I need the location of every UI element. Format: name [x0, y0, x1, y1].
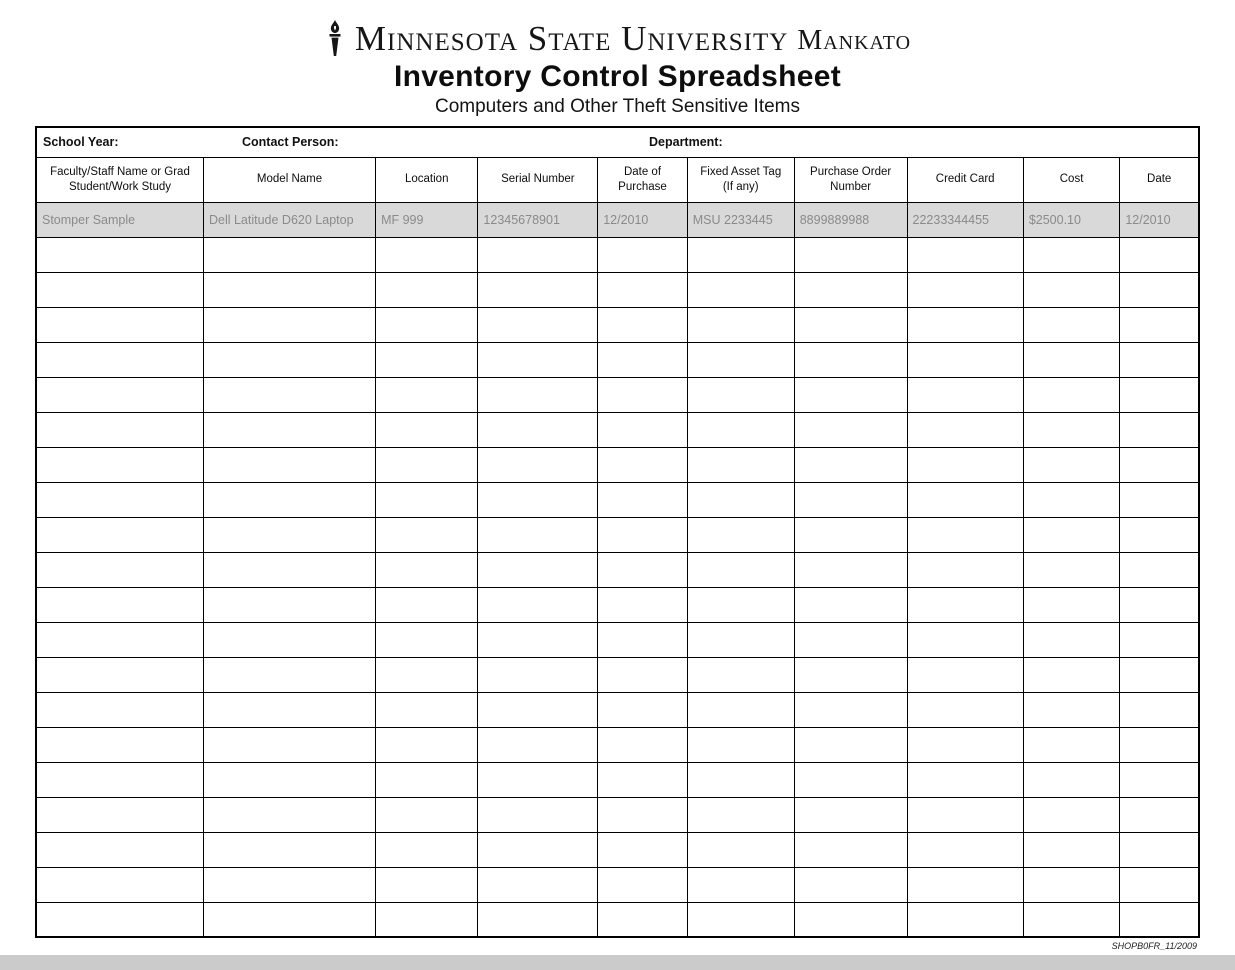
empty-cell [36, 762, 203, 797]
empty-cell [203, 622, 375, 657]
empty-cell [1120, 307, 1199, 342]
empty-cell [907, 307, 1023, 342]
empty-cell [598, 482, 688, 517]
empty-cell [794, 902, 907, 937]
empty-cell [907, 657, 1023, 692]
empty-cell [376, 622, 478, 657]
empty-cell [478, 447, 598, 482]
table-body [36, 202, 1199, 937]
empty-cell [1023, 447, 1120, 482]
empty-cell [1023, 552, 1120, 587]
empty-row [36, 622, 1199, 657]
page-bottom-edge [0, 955, 1235, 970]
empty-row [36, 657, 1199, 692]
empty-cell [794, 412, 907, 447]
empty-cell [36, 622, 203, 657]
empty-cell [376, 587, 478, 622]
empty-row [36, 727, 1199, 762]
empty-cell [478, 552, 598, 587]
torch-icon [324, 20, 346, 56]
empty-cell [687, 272, 794, 307]
empty-cell [203, 447, 375, 482]
empty-cell [1023, 272, 1120, 307]
empty-cell [36, 412, 203, 447]
empty-cell [907, 237, 1023, 272]
empty-cell [376, 797, 478, 832]
empty-cell [376, 517, 478, 552]
empty-cell [1120, 447, 1199, 482]
empty-cell [36, 797, 203, 832]
col-header-credit-card: Credit Card [907, 157, 1023, 202]
empty-cell [794, 307, 907, 342]
page-title: Inventory Control Spreadsheet [393, 60, 842, 93]
empty-cell [907, 342, 1023, 377]
empty-cell [1120, 377, 1199, 412]
empty-cell [478, 867, 598, 902]
empty-cell [36, 692, 203, 727]
empty-cell [36, 272, 203, 307]
empty-cell [794, 552, 907, 587]
empty-cell [907, 482, 1023, 517]
empty-cell [907, 692, 1023, 727]
empty-cell [687, 832, 794, 867]
empty-cell [478, 727, 598, 762]
empty-cell [794, 237, 907, 272]
empty-row [36, 552, 1199, 587]
empty-cell [1023, 307, 1120, 342]
empty-cell [478, 692, 598, 727]
empty-cell [36, 552, 203, 587]
empty-cell [203, 832, 375, 867]
empty-cell [376, 482, 478, 517]
col-header-fixed-asset-tag: Fixed Asset Tag (If any) [687, 157, 794, 202]
empty-cell [598, 307, 688, 342]
empty-cell [36, 832, 203, 867]
empty-cell [1023, 797, 1120, 832]
empty-cell [794, 867, 907, 902]
empty-cell [907, 552, 1023, 587]
empty-row [36, 867, 1199, 902]
empty-cell [907, 517, 1023, 552]
empty-cell [478, 797, 598, 832]
empty-cell [907, 867, 1023, 902]
empty-cell [1023, 482, 1120, 517]
empty-cell [907, 447, 1023, 482]
empty-cell [1023, 342, 1120, 377]
empty-cell [598, 447, 688, 482]
empty-cell [687, 552, 794, 587]
sample-cell-model: Dell Latitude D620 Laptop [203, 202, 375, 237]
empty-cell [203, 482, 375, 517]
page-subtitle: Computers and Other Theft Sensitive Items [434, 96, 801, 117]
empty-cell [1023, 727, 1120, 762]
sample-cell-location: MF 999 [376, 202, 478, 237]
empty-cell [598, 237, 688, 272]
contact-person-label: Contact Person: [242, 135, 339, 150]
empty-cell [376, 832, 478, 867]
empty-cell [687, 902, 794, 937]
empty-cell [1120, 237, 1199, 272]
empty-cell [687, 622, 794, 657]
empty-cell [203, 342, 375, 377]
masthead [0, 0, 1235, 118]
empty-cell [36, 657, 203, 692]
col-header-date: Date [1120, 157, 1199, 202]
empty-cell [687, 482, 794, 517]
empty-cell [687, 517, 794, 552]
empty-cell [687, 587, 794, 622]
empty-row [36, 762, 1199, 797]
empty-row [36, 412, 1199, 447]
empty-cell [36, 867, 203, 902]
empty-cell [203, 692, 375, 727]
empty-cell [1120, 342, 1199, 377]
empty-cell [794, 657, 907, 692]
empty-row [36, 482, 1199, 517]
empty-row [36, 587, 1199, 622]
empty-cell [1023, 412, 1120, 447]
empty-cell [687, 762, 794, 797]
inventory-table [35, 126, 1200, 938]
empty-cell [376, 727, 478, 762]
empty-cell [1023, 237, 1120, 272]
empty-cell [907, 377, 1023, 412]
empty-cell [907, 902, 1023, 937]
empty-cell [478, 377, 598, 412]
empty-cell [1120, 727, 1199, 762]
empty-cell [376, 447, 478, 482]
empty-cell [376, 692, 478, 727]
empty-cell [598, 587, 688, 622]
sample-cell-serial: 12345678901 [478, 202, 598, 237]
empty-cell [907, 622, 1023, 657]
university-wordmark [0, 14, 1235, 56]
empty-cell [376, 307, 478, 342]
empty-cell [794, 447, 907, 482]
empty-cell [687, 657, 794, 692]
empty-row [36, 832, 1199, 867]
empty-cell [907, 832, 1023, 867]
empty-cell [203, 517, 375, 552]
empty-cell [794, 762, 907, 797]
empty-cell [203, 727, 375, 762]
empty-cell [203, 377, 375, 412]
empty-cell [478, 902, 598, 937]
empty-cell [1023, 377, 1120, 412]
empty-cell [478, 657, 598, 692]
empty-cell [36, 447, 203, 482]
empty-cell [598, 727, 688, 762]
empty-cell [687, 412, 794, 447]
empty-cell [1120, 412, 1199, 447]
empty-cell [376, 902, 478, 937]
empty-cell [376, 377, 478, 412]
empty-cell [598, 622, 688, 657]
empty-cell [1023, 832, 1120, 867]
empty-cell [376, 272, 478, 307]
empty-cell [687, 377, 794, 412]
empty-cell [203, 762, 375, 797]
empty-cell [36, 377, 203, 412]
empty-cell [478, 482, 598, 517]
empty-cell [478, 832, 598, 867]
column-header-row [36, 157, 1199, 202]
empty-cell [376, 412, 478, 447]
empty-cell [478, 412, 598, 447]
empty-cell [1120, 657, 1199, 692]
empty-cell [1120, 272, 1199, 307]
empty-cell [1120, 622, 1199, 657]
empty-cell [794, 482, 907, 517]
empty-row [36, 237, 1199, 272]
sample-cell-purchase-date: 12/2010 [598, 202, 688, 237]
empty-row [36, 307, 1199, 342]
empty-cell [794, 342, 907, 377]
sample-cell-asset-tag: MSU 2233445 [687, 202, 794, 237]
empty-cell [907, 272, 1023, 307]
empty-cell [598, 552, 688, 587]
empty-cell [36, 517, 203, 552]
empty-cell [907, 727, 1023, 762]
empty-cell [907, 762, 1023, 797]
form-code: SHOPB0FR_11/2009 [1111, 941, 1197, 951]
sample-cell-name: Stomper Sample [36, 202, 203, 237]
empty-cell [376, 657, 478, 692]
empty-cell [598, 692, 688, 727]
empty-cell [1023, 657, 1120, 692]
empty-cell [598, 797, 688, 832]
empty-cell [794, 622, 907, 657]
sample-cell-credit-card: 22233344455 [907, 202, 1023, 237]
empty-cell [794, 517, 907, 552]
empty-cell [1023, 692, 1120, 727]
empty-cell [1023, 867, 1120, 902]
col-header-model-name: Model Name [203, 157, 375, 202]
empty-cell [598, 377, 688, 412]
empty-cell [687, 867, 794, 902]
empty-cell [36, 902, 203, 937]
empty-cell [598, 657, 688, 692]
empty-row [36, 797, 1199, 832]
empty-cell [376, 552, 478, 587]
empty-cell [794, 797, 907, 832]
empty-cell [1120, 482, 1199, 517]
department-label: Department: [649, 135, 723, 150]
empty-cell [1023, 762, 1120, 797]
empty-cell [203, 237, 375, 272]
empty-cell [687, 727, 794, 762]
empty-cell [478, 622, 598, 657]
empty-cell [907, 587, 1023, 622]
empty-cell [794, 692, 907, 727]
empty-cell [203, 587, 375, 622]
empty-cell [1120, 867, 1199, 902]
empty-cell [376, 762, 478, 797]
empty-cell [478, 237, 598, 272]
empty-cell [203, 412, 375, 447]
empty-cell [598, 832, 688, 867]
empty-cell [36, 482, 203, 517]
empty-cell [478, 517, 598, 552]
empty-cell [376, 867, 478, 902]
empty-cell [794, 832, 907, 867]
empty-cell [598, 762, 688, 797]
empty-row [36, 692, 1199, 727]
sample-cell-cost: $2500.10 [1023, 202, 1120, 237]
col-header-cost: Cost [1023, 157, 1120, 202]
empty-cell [598, 412, 688, 447]
empty-cell [1023, 587, 1120, 622]
empty-cell [36, 237, 203, 272]
empty-cell [1120, 517, 1199, 552]
empty-cell [687, 237, 794, 272]
empty-cell [36, 307, 203, 342]
empty-cell [598, 342, 688, 377]
col-header-purchase-order: Purchase Order Number [794, 157, 907, 202]
university-name: Minnesota State University [354, 19, 789, 58]
empty-cell [478, 272, 598, 307]
empty-row [36, 902, 1199, 937]
empty-row [36, 447, 1199, 482]
empty-cell [478, 307, 598, 342]
university-city: Mankato [797, 24, 912, 56]
empty-cell [203, 902, 375, 937]
col-header-faculty-name: Faculty/Staff Name or Grad Student/Work Study [36, 157, 203, 202]
empty-cell [598, 517, 688, 552]
empty-cell [203, 797, 375, 832]
empty-cell [598, 867, 688, 902]
empty-cell [1120, 832, 1199, 867]
empty-cell [794, 587, 907, 622]
empty-cell [687, 797, 794, 832]
empty-cell [598, 902, 688, 937]
empty-cell [1120, 902, 1199, 937]
sample-cell-date: 12/2010 [1120, 202, 1199, 237]
empty-cell [687, 447, 794, 482]
empty-cell [1023, 902, 1120, 937]
empty-cell [687, 692, 794, 727]
empty-cell [687, 307, 794, 342]
school-year-label: School Year: [43, 135, 119, 150]
empty-cell [687, 342, 794, 377]
col-header-location: Location [376, 157, 478, 202]
empty-cell [203, 272, 375, 307]
sample-row [36, 202, 1199, 237]
empty-cell [478, 342, 598, 377]
empty-cell [1120, 762, 1199, 797]
empty-cell [907, 412, 1023, 447]
empty-row [36, 272, 1199, 307]
empty-cell [203, 552, 375, 587]
empty-cell [1023, 517, 1120, 552]
empty-cell [203, 307, 375, 342]
col-header-date-of-purchase: Date of Purchase [598, 157, 688, 202]
empty-cell [1120, 587, 1199, 622]
empty-cell [203, 657, 375, 692]
empty-cell [1120, 552, 1199, 587]
empty-row [36, 342, 1199, 377]
info-row [36, 127, 1199, 157]
empty-cell [36, 342, 203, 377]
empty-cell [1120, 692, 1199, 727]
empty-cell [598, 272, 688, 307]
empty-cell [36, 587, 203, 622]
empty-cell [794, 377, 907, 412]
empty-cell [1023, 622, 1120, 657]
sample-cell-purchase-order: 8899889988 [794, 202, 907, 237]
col-header-serial-number: Serial Number [478, 157, 598, 202]
empty-cell [794, 727, 907, 762]
empty-cell [203, 867, 375, 902]
empty-cell [478, 587, 598, 622]
empty-row [36, 517, 1199, 552]
empty-cell [376, 237, 478, 272]
empty-cell [376, 342, 478, 377]
empty-cell [36, 727, 203, 762]
empty-cell [794, 272, 907, 307]
empty-cell [1120, 797, 1199, 832]
empty-row [36, 377, 1199, 412]
empty-cell [907, 797, 1023, 832]
empty-cell [478, 762, 598, 797]
